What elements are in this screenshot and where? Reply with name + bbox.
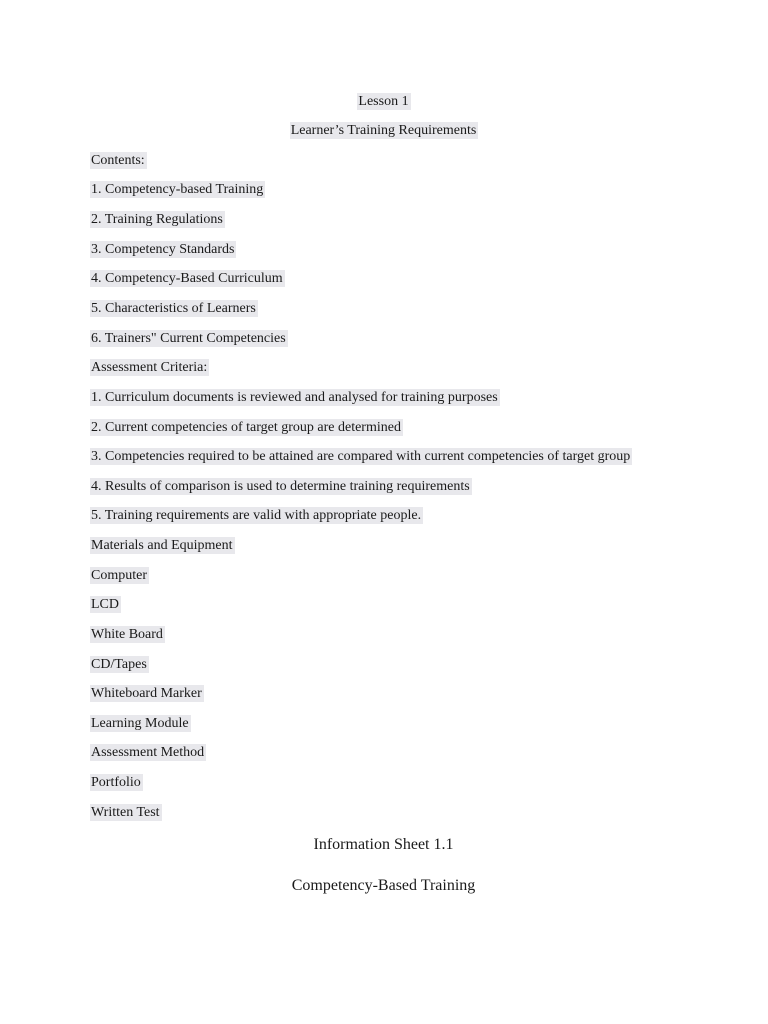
assessment-method-item: Portfolio <box>91 775 141 790</box>
contents-item: 5. Characteristics of Learners <box>91 301 256 316</box>
contents-item: 1. Competency-based Training <box>91 182 264 197</box>
materials-item: Learning Module <box>91 716 189 731</box>
information-sheet-subtitle: Competency-Based Training <box>291 877 476 894</box>
contents-label: Contents: <box>91 153 145 168</box>
materials-item: LCD <box>91 597 119 612</box>
criteria-item: 2. Current competencies of target group are determined <box>91 420 401 435</box>
materials-item: Whiteboard Marker <box>91 686 202 701</box>
assessment-method-item: Written Test <box>91 805 160 820</box>
lesson-title: Learner’s Training Requirements <box>290 123 477 138</box>
criteria-item: 3. Competencies required to be attained are compared with current competencies of target group <box>91 449 631 464</box>
contents-item: 4. Competency-Based Curriculum <box>91 271 283 286</box>
materials-item: CD/Tapes <box>91 657 147 672</box>
assessment-criteria-label: Assessment Criteria: <box>91 360 208 375</box>
materials-label: Materials and Equipment <box>91 538 233 553</box>
contents-item: 6. Trainers" Current Competencies <box>91 331 286 346</box>
assessment-method-label: Assessment Method <box>91 745 205 760</box>
criteria-item: 5. Training requirements are valid with appropriate people. <box>91 508 422 523</box>
materials-item: Computer <box>91 568 147 583</box>
criteria-item: 1. Curriculum documents is reviewed and analysed for training purposes <box>91 390 498 405</box>
materials-item: White Board <box>91 627 163 642</box>
information-sheet-title: Information Sheet 1.1 <box>313 836 454 853</box>
criteria-item: 4. Results of comparison is used to determine training requirements <box>91 479 470 494</box>
contents-item: 3. Competency Standards <box>91 242 235 257</box>
contents-item: 2. Training Regulations <box>91 212 223 227</box>
lesson-number: Lesson 1 <box>358 94 409 109</box>
